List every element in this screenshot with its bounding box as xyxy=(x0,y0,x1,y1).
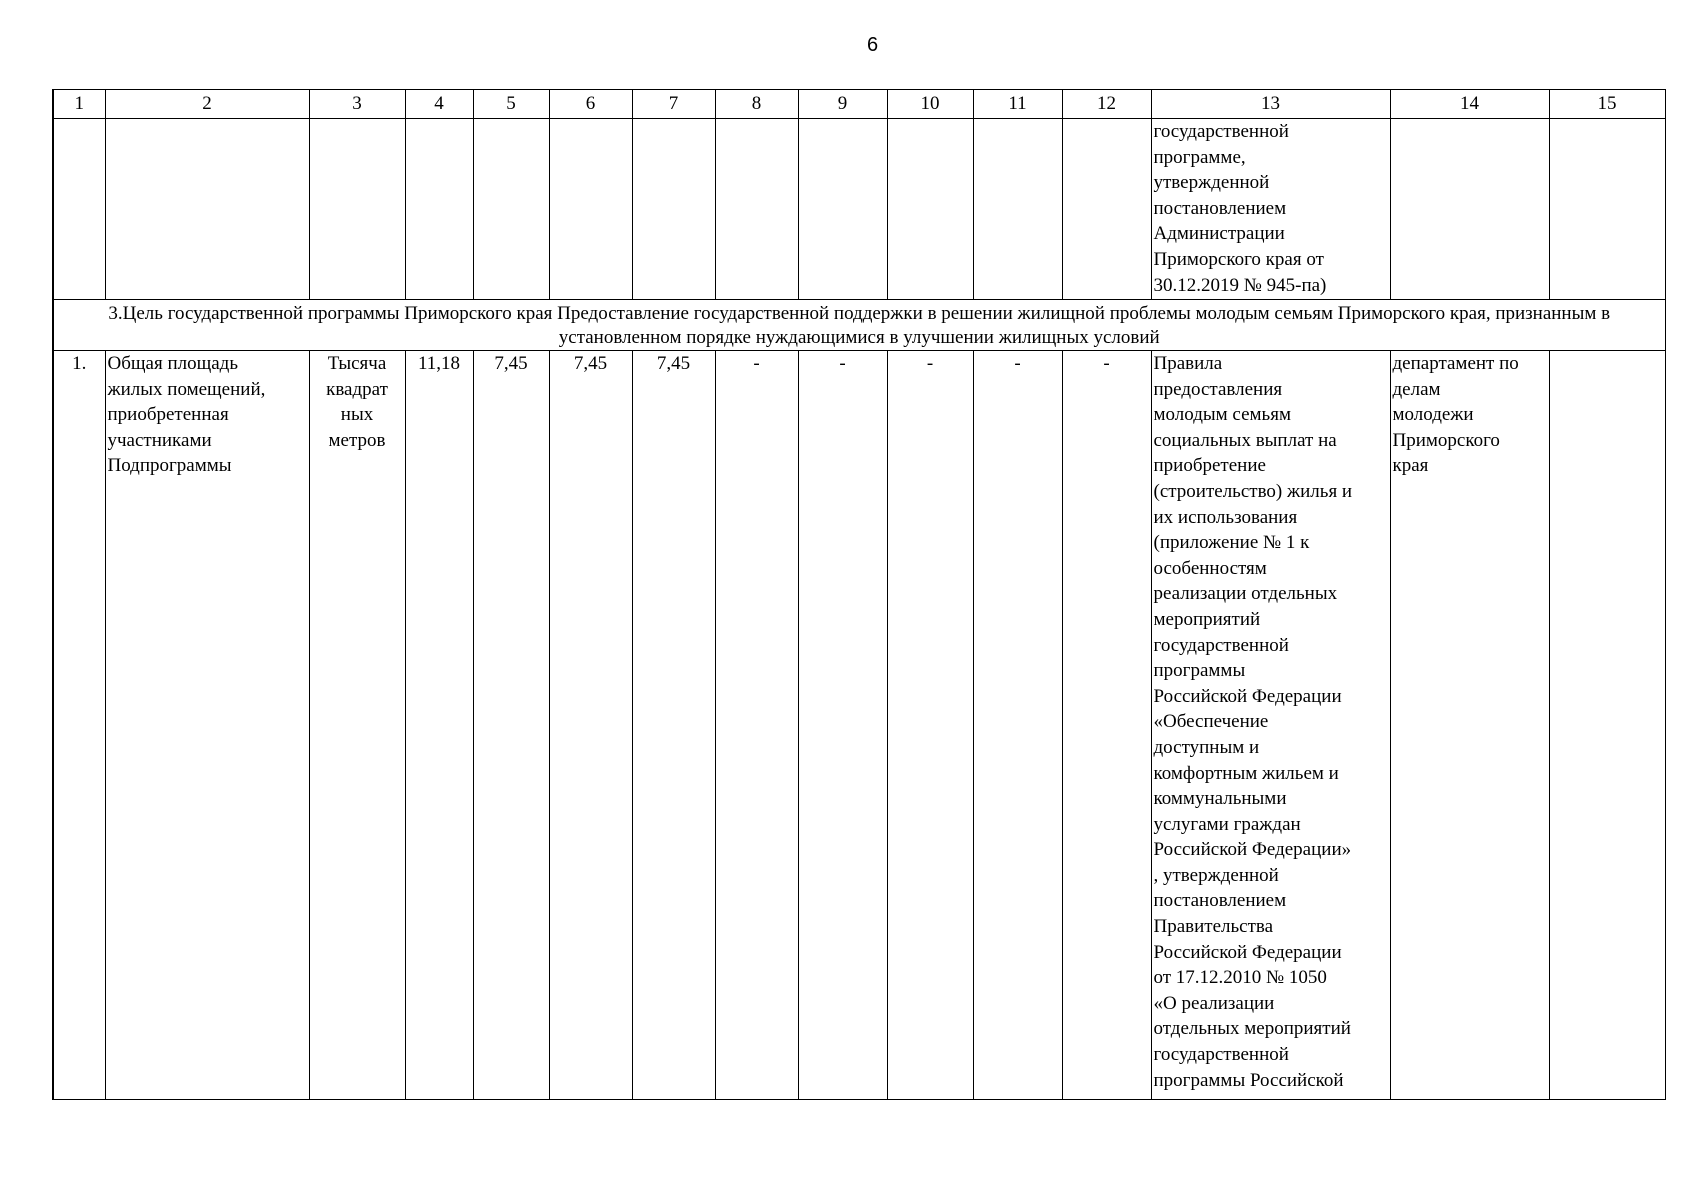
value-cell-4: 11,18 xyxy=(405,351,473,1100)
table-cell xyxy=(887,119,973,300)
value-cell-15 xyxy=(1549,351,1665,1100)
col-header-6: 6 xyxy=(549,90,632,119)
value-cell-7: 7,45 xyxy=(632,351,715,1100)
table-cell xyxy=(798,119,887,300)
col-header-1: 1 xyxy=(53,90,105,119)
table-cell xyxy=(473,119,549,300)
col-header-9: 9 xyxy=(798,90,887,119)
table-cell xyxy=(973,119,1062,300)
indicator-name-cell: Общая площадь жилых помещений, приобретенная участниками Подпрограммы xyxy=(105,351,309,1100)
col-header-2: 2 xyxy=(105,90,309,119)
goal-heading-row xyxy=(53,300,1665,351)
col-header-11: 11 xyxy=(973,90,1062,119)
table-cell xyxy=(405,119,473,300)
col-header-4: 4 xyxy=(405,90,473,119)
col-header-13: 13 xyxy=(1151,90,1390,119)
page-number: 6 xyxy=(866,34,879,56)
row-number-cell: 1. xyxy=(53,351,105,1100)
table-cell xyxy=(1549,119,1665,300)
value-cell-9: - xyxy=(798,351,887,1100)
col-header-7: 7 xyxy=(632,90,715,119)
table-cell xyxy=(632,119,715,300)
col-header-10: 10 xyxy=(887,90,973,119)
responsible-cell: департамент по делам молодежи Приморского края xyxy=(1390,351,1549,1100)
value-cell-10: - xyxy=(887,351,973,1100)
table-cell xyxy=(1062,119,1151,300)
methodology-continuation-cell: государственной программе, утвержденной постановлением Администрации Приморского края от 30.12.2019 № 945-па) xyxy=(1151,119,1390,300)
value-cell-5: 7,45 xyxy=(473,351,549,1100)
value-cell-8: - xyxy=(715,351,798,1100)
col-header-15: 15 xyxy=(1549,90,1665,119)
indicators-table xyxy=(52,89,1666,1100)
col-header-5: 5 xyxy=(473,90,549,119)
methodology-cell: Правила предоставления молодым семьям социальных выплат на приобретение (строительство) жилья и их использования (приложение № 1 к особенностям реализации отдельных мероприятий государственной программы Российской Федерации «Обеспечение доступным и комфортным жильем и коммунальными услугами граждан Российской Федерации» , утвержденной постановлением Правительства Российской Федерации от 17.12.2010 № 1050 «О реализации отдельных мероприятий государственной программы Российской xyxy=(1151,351,1390,1100)
value-cell-11: - xyxy=(973,351,1062,1100)
col-header-12: 12 xyxy=(1062,90,1151,119)
table-row xyxy=(53,351,1665,1100)
col-header-14: 14 xyxy=(1390,90,1549,119)
table-cell xyxy=(53,119,105,300)
table-cell xyxy=(105,119,309,300)
column-number-row xyxy=(53,90,1665,119)
goal-heading: 3.Цель государственной программы Приморского края Предоставление государственной поддержки в решении жилищной проблемы молодым семьям Приморского края, признанным в установленном порядке нуждающимися в улучшении жилищных условий xyxy=(53,300,1665,351)
table-cell xyxy=(309,119,405,300)
table-cell xyxy=(549,119,632,300)
col-header-3: 3 xyxy=(309,90,405,119)
table-cell xyxy=(1390,119,1549,300)
unit-cell: Тысяча квадрат ных метров xyxy=(309,351,405,1100)
continuation-row xyxy=(53,119,1665,300)
value-cell-12: - xyxy=(1062,351,1151,1100)
value-cell-6: 7,45 xyxy=(549,351,632,1100)
col-header-8: 8 xyxy=(715,90,798,119)
table-cell xyxy=(715,119,798,300)
